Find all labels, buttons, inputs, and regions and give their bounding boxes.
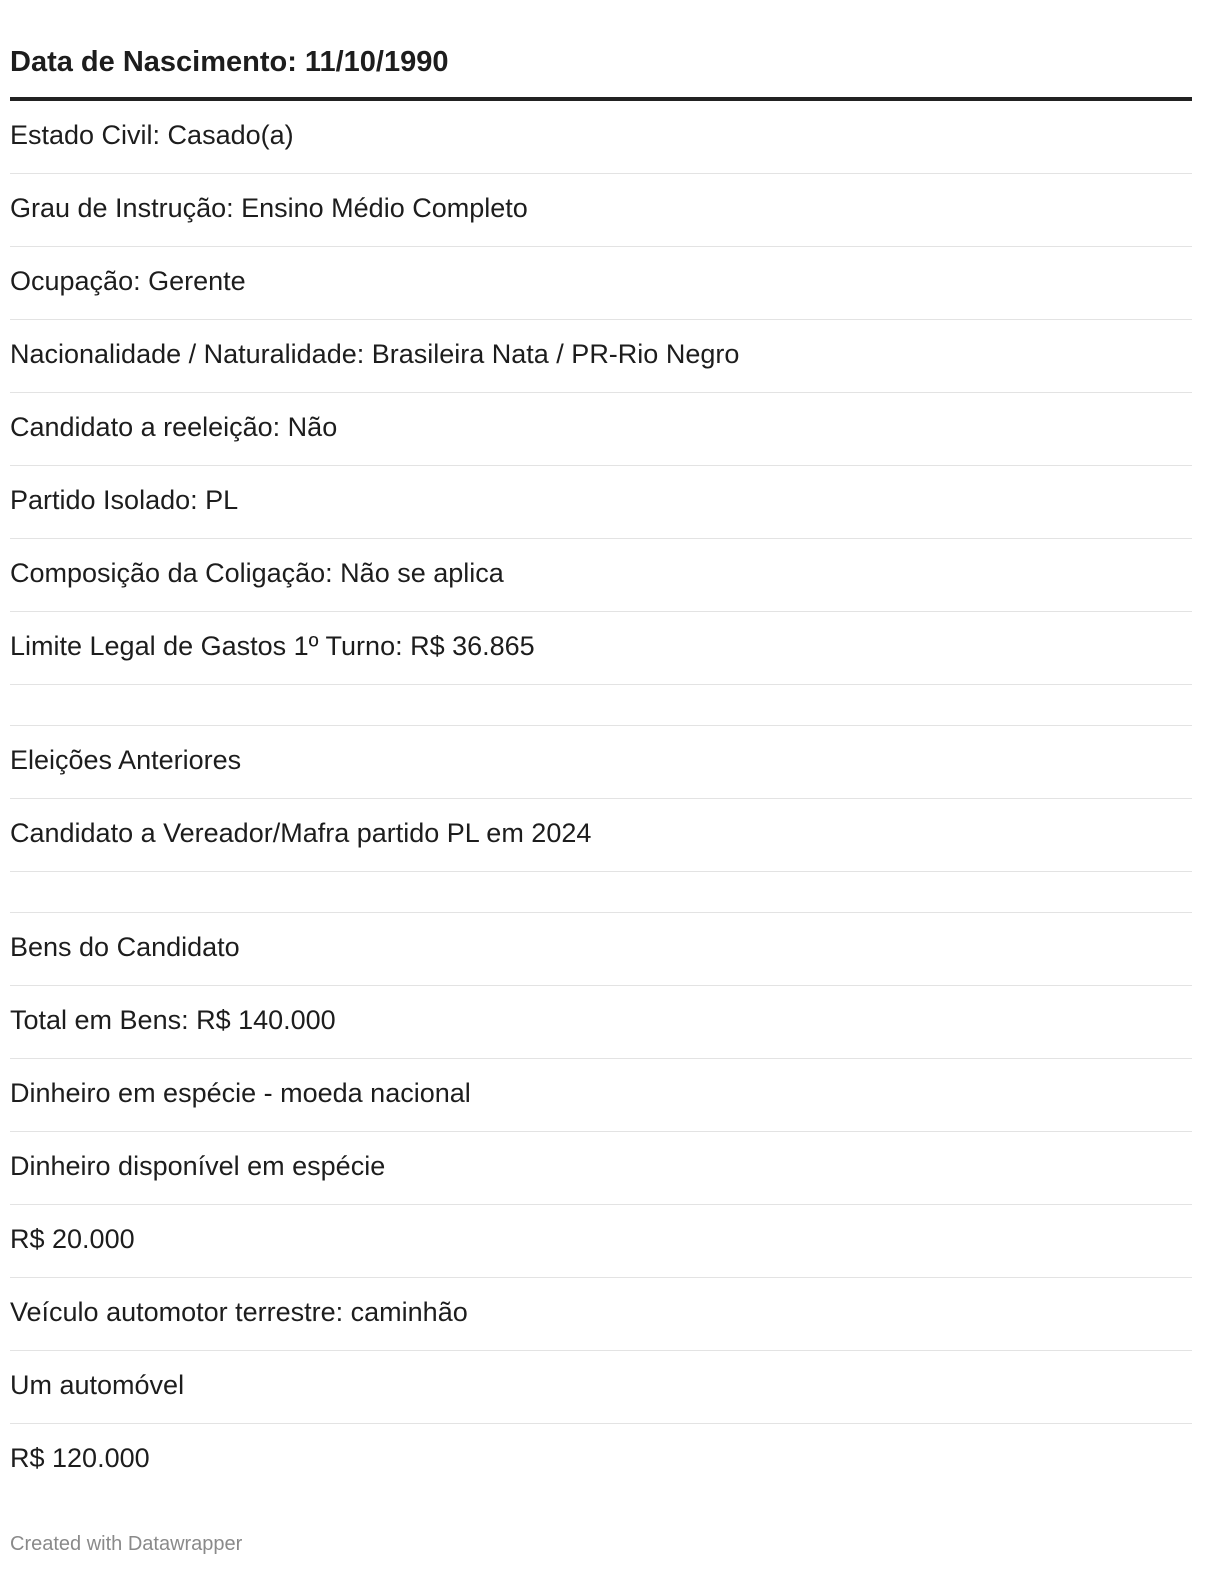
row-reelection: Candidato a reeleição: Não [10, 412, 338, 442]
table-row [10, 913, 1192, 986]
row-vehicle-description: Um automóvel [10, 1370, 185, 1400]
table-row [10, 1205, 1192, 1278]
row-previous-elections: Eleições Anteriores [10, 745, 242, 775]
table-row [10, 799, 1192, 872]
row-cash-type: Dinheiro em espécie - moeda nacional [10, 1078, 471, 1108]
row-spending-limit: Limite Legal de Gastos 1º Turno: R$ 36.865 [10, 631, 535, 661]
header-birthdate: Data de Nascimento: 11/10/1990 [10, 46, 449, 78]
table-row [10, 1424, 1192, 1496]
table-row [10, 393, 1192, 466]
table-row [10, 539, 1192, 612]
table-row [10, 1351, 1192, 1424]
row-cash-value: R$ 20.000 [10, 1224, 135, 1254]
row-education: Grau de Instrução: Ensino Médio Completo [10, 193, 528, 223]
row-assets-heading: Bens do Candidato [10, 932, 240, 962]
data-table [10, 0, 1192, 1496]
row-nationality: Nacionalidade / Naturalidade: Brasileira Nata / PR-Rio Negro [10, 339, 740, 369]
table-row [10, 612, 1192, 685]
table-row [10, 247, 1192, 320]
table-row [10, 466, 1192, 539]
row-marital-status: Estado Civil: Casado(a) [10, 120, 294, 150]
table-row-empty [10, 872, 1192, 913]
datawrapper-credit: Created with Datawrapper [10, 1533, 243, 1555]
row-vehicle-type: Veículo automotor terrestre: caminhão [10, 1297, 468, 1327]
row-vehicle-value: R$ 120.000 [10, 1443, 150, 1473]
table-header [10, 0, 1192, 101]
table-row [10, 1278, 1192, 1351]
table-row [10, 320, 1192, 393]
table-row [10, 1059, 1192, 1132]
table-row [10, 1132, 1192, 1205]
row-cash-description: Dinheiro disponível em espécie [10, 1151, 386, 1181]
table-row [10, 726, 1192, 799]
table-row [10, 101, 1192, 174]
table-row [10, 174, 1192, 247]
row-total-assets: Total em Bens: R$ 140.000 [10, 1005, 336, 1035]
row-occupation: Ocupação: Gerente [10, 266, 246, 296]
row-previous-candidacy: Candidato a Vereador/Mafra partido PL em 2024 [10, 818, 592, 848]
row-party: Partido Isolado: PL [10, 485, 239, 515]
table-row [10, 986, 1192, 1059]
table-row-empty [10, 685, 1192, 726]
row-coalition: Composição da Coligação: Não se aplica [10, 558, 504, 588]
